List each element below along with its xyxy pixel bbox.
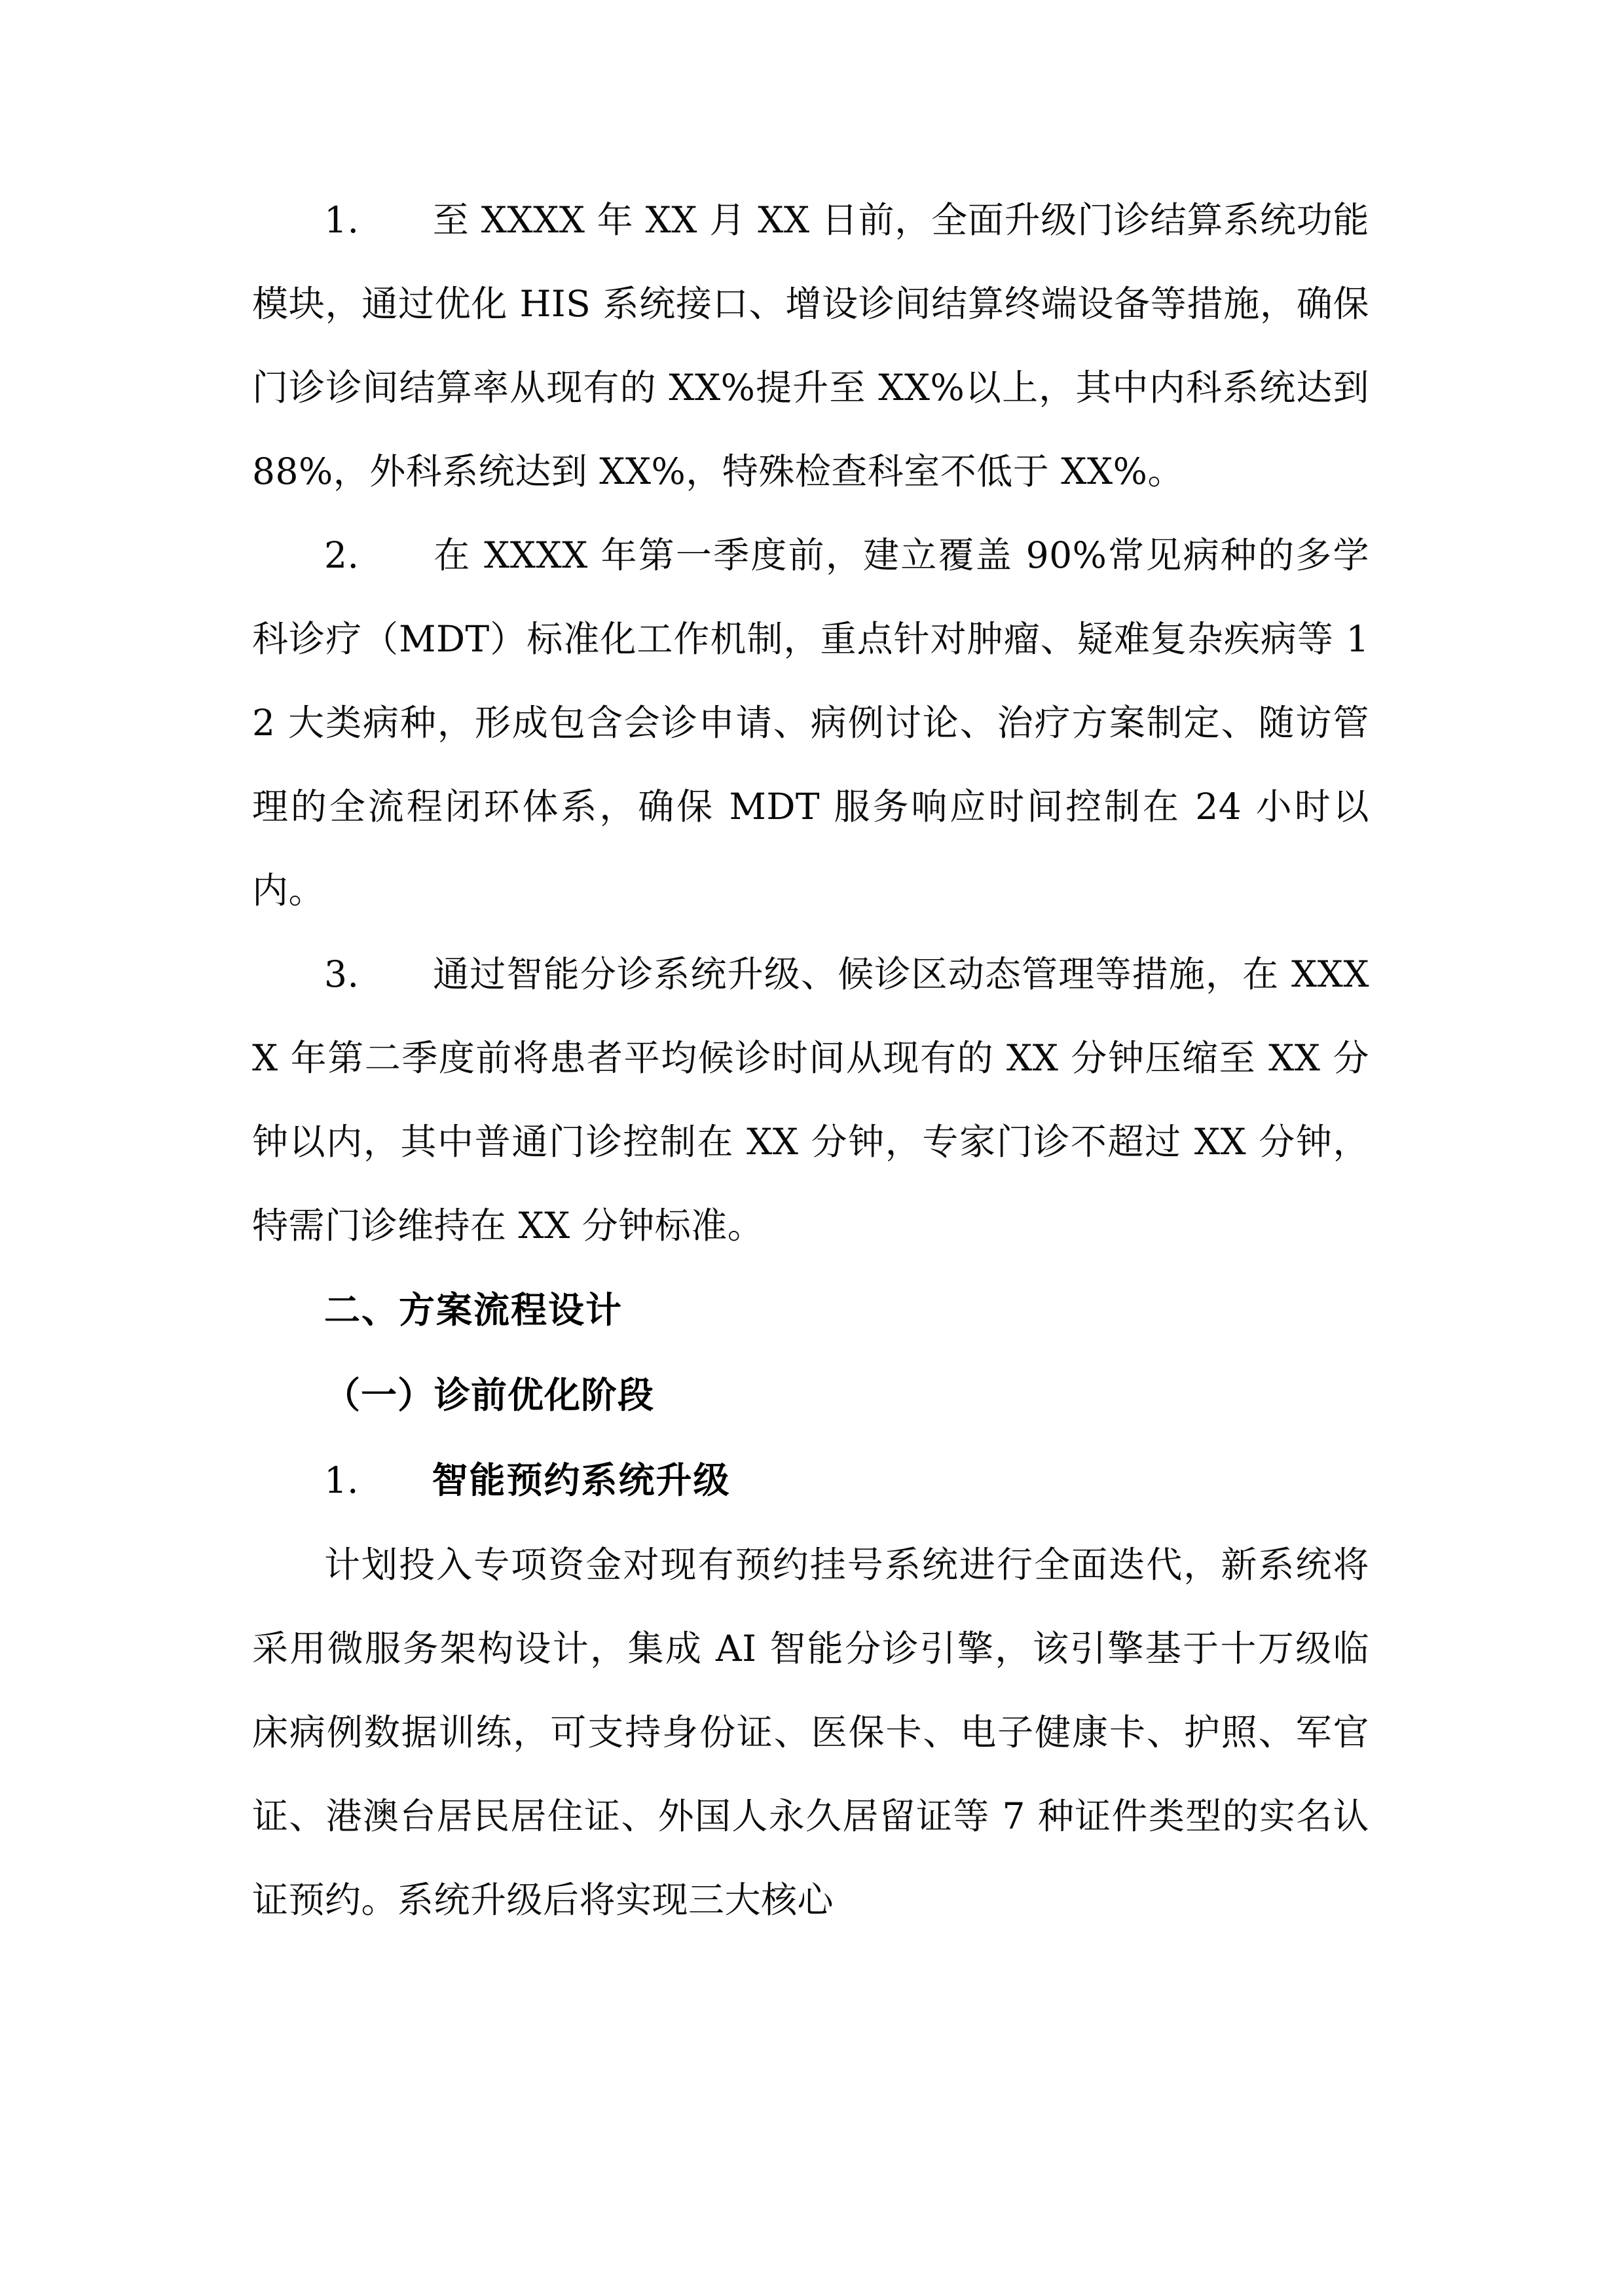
numbered-paragraph-1	[252, 178, 1369, 513]
numbered-paragraph-3	[252, 932, 1369, 1267]
heading-item-number: 1.	[324, 1459, 359, 1501]
paragraph-text: 至 XXXX 年 XX 月 XX 日前，全面升级门诊结算系统功能模块，通过优化 HIS 系统接口、增设诊间结算终端设备等措施，确保门诊诊间结算率从现有的 XX%提升至 XX%以上，其中内科系统达到 88%，外科系统达到 XX%，特殊检查科室不低于 XX%。	[252, 199, 1369, 492]
heading-section-2: 二、方案流程设计	[324, 1289, 623, 1331]
body-paragraph-1: 计划投入专项资金对现有预约挂号系统进行全面迭代，新系统将采用微服务架构设计，集成 AI 智能分诊引擎，该引擎基于十万级临床病例数据训练，可支持身份证、医保卡、电子健康卡、护照、军官证、港澳台居民居住证、外国人永久居留证等 7 种证件类型的实名认证预约。系统升级后将实现三大核心	[252, 1544, 1369, 1921]
heading-item-1	[252, 1438, 1369, 1523]
paragraph-text: 通过智能分诊系统升级、候诊区动态管理等措施，在 XXXX 年第二季度前将患者平均候诊时间从现有的 XX 分钟压缩至 XX 分钟以内，其中普通门诊控制在 XX 分钟，专家门诊不超过 XX 分钟，特需门诊维持在 XX 分钟标准。	[252, 953, 1369, 1247]
heading-subsection-1: （一）诊前优化阶段	[324, 1374, 655, 1416]
document-content	[252, 178, 1369, 1942]
numbered-paragraph-2	[252, 513, 1369, 932]
list-number-3: 3.	[324, 953, 360, 995]
paragraph-text: 在 XXXX 年第一季度前，建立覆盖 90%常见病种的多学科诊疗（MDT）标准化工作机制，重点针对肿瘤、疑难复杂疾病等 12 大类病种，形成包含会诊申请、病例讨论、治疗方案制定、随访管理的全流程闭环体系，确保 MDT 服务响应时间控制在 24 小时以内。	[252, 534, 1370, 911]
list-number-1: 1.	[324, 199, 360, 241]
list-number-2: 2.	[324, 534, 360, 576]
heading-item-text: 智能预约系统升级	[432, 1459, 731, 1501]
